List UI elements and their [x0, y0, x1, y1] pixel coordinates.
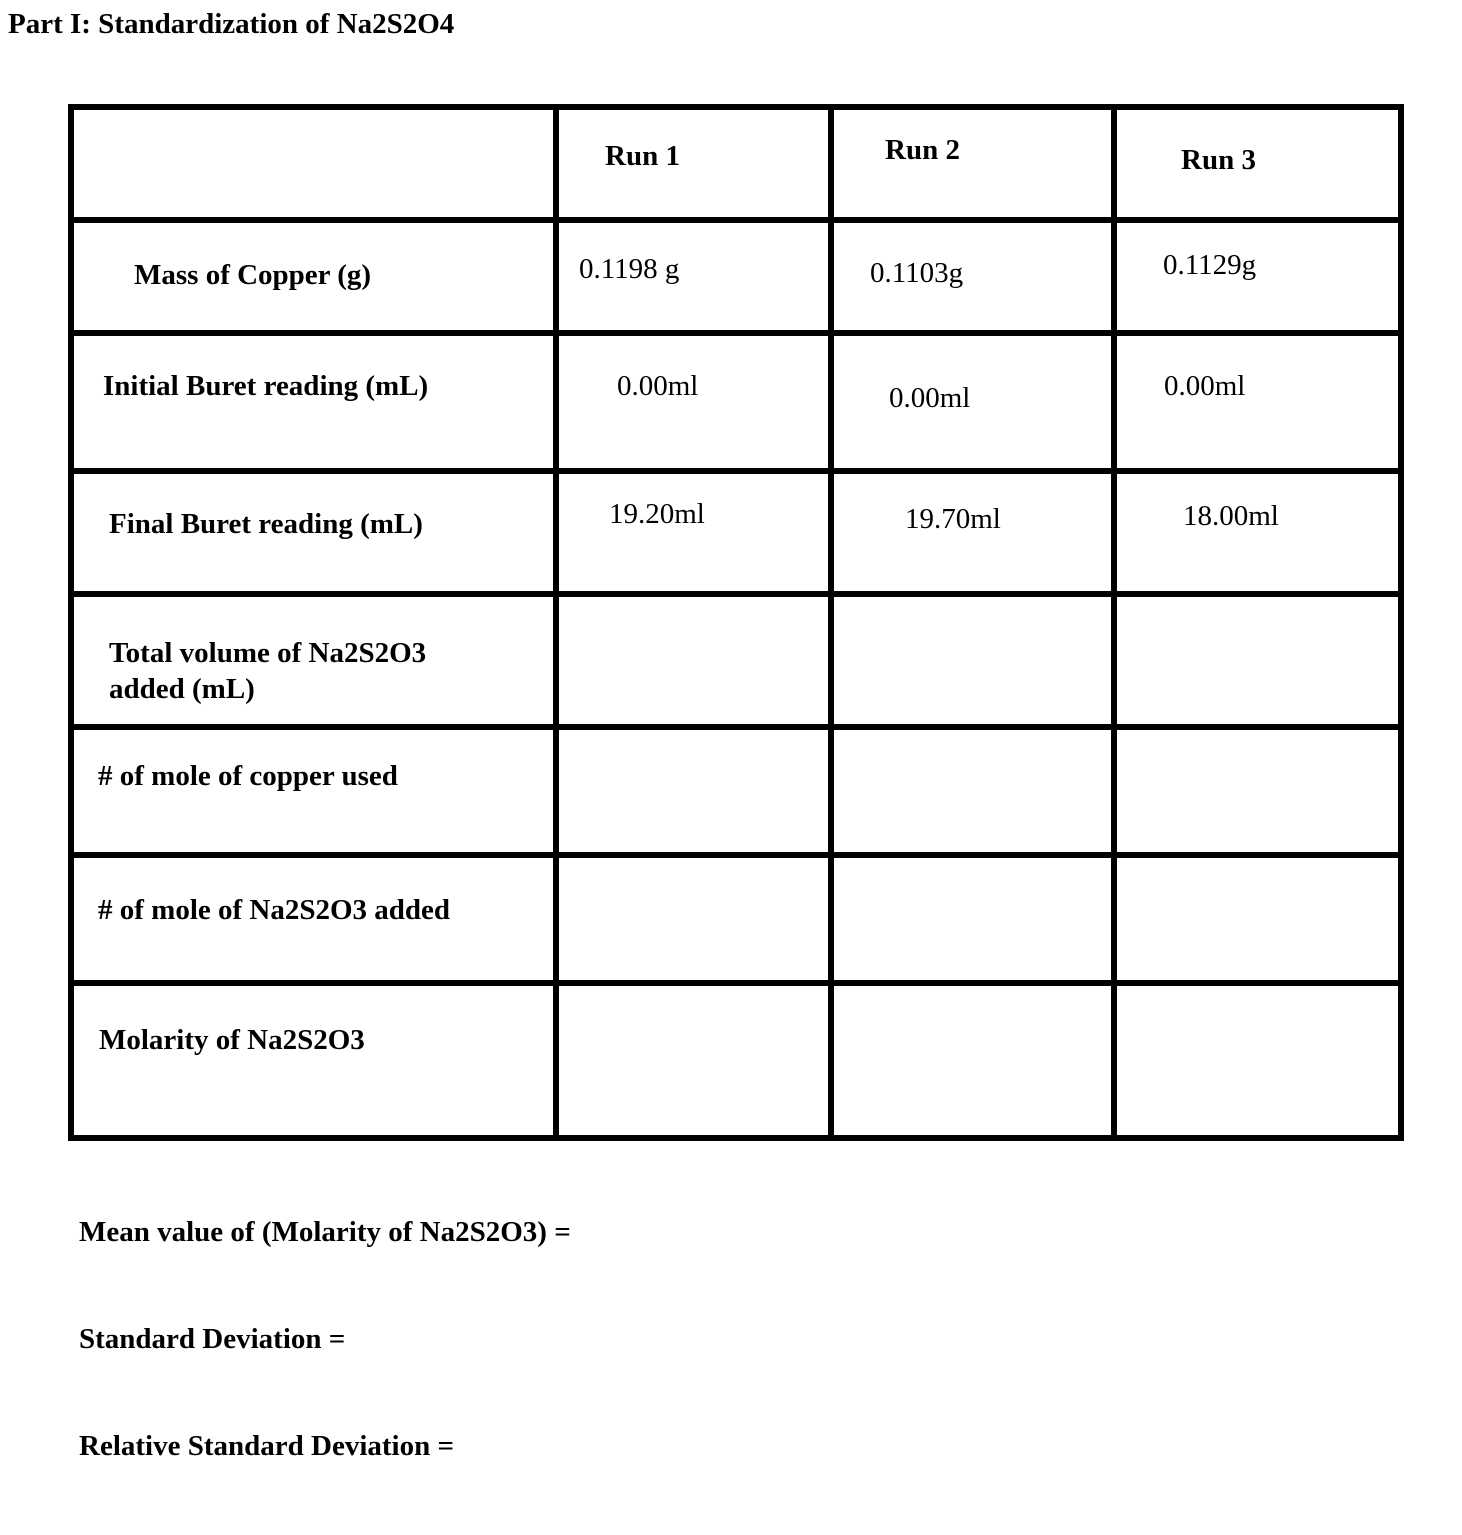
row-label-molarity: Molarity of Na2S2O3 [99, 1024, 365, 1056]
data-cell [1114, 333, 1401, 471]
initial-buret-run3: 0.00ml [1164, 370, 1246, 402]
data-cell [1114, 727, 1401, 855]
table-row [71, 333, 1401, 471]
data-cell [556, 855, 831, 983]
initial-buret-run2: 0.00ml [889, 382, 971, 414]
mean-molarity-line: Mean value of (Molarity of Na2S2O3) = [79, 1216, 571, 1248]
row-label-mole-copper: # of mole of copper used [98, 760, 398, 792]
data-cell [556, 727, 831, 855]
data-table [68, 104, 1404, 1141]
row-label-final-buret: Final Buret reading (mL) [109, 508, 423, 540]
data-cell [1114, 855, 1401, 983]
table-row [71, 855, 1401, 983]
table-row [71, 727, 1401, 855]
table-row [71, 594, 1401, 727]
row-label-total-volume-line1: Total volume of Na2S2O3 [109, 637, 427, 669]
header-run3-label: Run 3 [1181, 144, 1256, 176]
header-cell-run2 [831, 107, 1114, 220]
row-label-cell [71, 727, 556, 855]
final-buret-run2: 19.70ml [905, 503, 1001, 535]
standard-deviation-line: Standard Deviation = [79, 1323, 346, 1355]
data-cell [1114, 220, 1401, 333]
row-label-total-volume [109, 635, 426, 707]
row-label-initial-buret: Initial Buret reading (mL) [103, 370, 429, 402]
row-label-mass-copper: Mass of Copper (g) [134, 259, 372, 291]
header-run2-label: Run 2 [885, 134, 960, 166]
data-cell [556, 471, 831, 594]
data-cell [556, 220, 831, 333]
data-cell [556, 594, 831, 727]
mass-copper-run1: 0.1198 g [579, 253, 680, 285]
table-row [71, 220, 1401, 333]
row-label-cell [71, 220, 556, 333]
data-cell [831, 594, 1114, 727]
row-label-cell [71, 333, 556, 471]
header-cell-run1 [556, 107, 831, 220]
final-buret-run1: 19.20ml [609, 498, 705, 530]
row-label-cell [71, 471, 556, 594]
mass-copper-run2: 0.1103g [870, 257, 964, 289]
initial-buret-run1: 0.00ml [617, 370, 699, 402]
final-buret-run3: 18.00ml [1183, 500, 1279, 532]
header-run1-label: Run 1 [605, 140, 680, 172]
row-label-cell [71, 983, 556, 1138]
row-label-cell [71, 855, 556, 983]
header-empty-cell [71, 107, 556, 220]
header-cell-run3 [1114, 107, 1401, 220]
relative-standard-deviation-line: Relative Standard Deviation = [79, 1430, 454, 1462]
page-title: Part I: Standardization of Na2S2O4 [8, 8, 455, 40]
row-label-total-volume-line2: added (mL) [109, 673, 255, 705]
table-header-row [71, 107, 1401, 220]
row-label-mole-na2s2o3: # of mole of Na2S2O3 added [98, 894, 451, 926]
data-cell [556, 983, 831, 1138]
row-label-cell [71, 594, 556, 727]
table-row [71, 983, 1401, 1138]
data-cell [1114, 594, 1401, 727]
data-cell [831, 220, 1114, 333]
data-cell [831, 983, 1114, 1138]
data-cell [831, 855, 1114, 983]
data-cell [831, 471, 1114, 594]
mass-copper-run3: 0.1129g [1163, 249, 1257, 281]
table-row [71, 471, 1401, 594]
data-cell [556, 333, 831, 471]
data-cell [831, 333, 1114, 471]
data-cell [831, 727, 1114, 855]
data-cell [1114, 471, 1401, 594]
data-cell [1114, 983, 1401, 1138]
